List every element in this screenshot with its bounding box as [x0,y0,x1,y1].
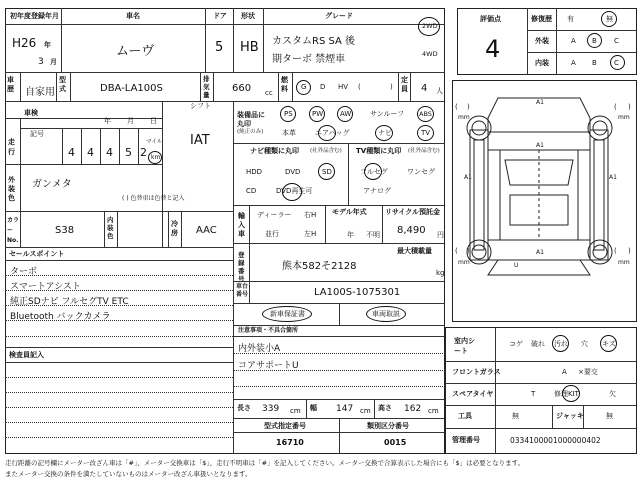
doors-value: 5 [215,40,224,55]
color-value: ガンメタ [32,179,72,190]
inspector-notes-label: 検査員記入 [9,351,44,359]
diag-bracket-tl-open: ( [455,103,458,111]
diag-mark-2: A1 [464,174,472,181]
exterior-label: 外装 [535,37,549,45]
tv-label: TV種類に丸印 [356,147,402,155]
footer-line-2: またメーター交換の条件を満たしていないものはメーター改ざん車扱いとなります。 [5,470,252,478]
diag-bracket-bl-close: ) [467,247,470,255]
doors-label: ドア [213,12,227,20]
diag-bracket-bl-open: ( [455,247,458,255]
notes-line-2: コアサポートU [238,361,299,371]
drive-4wd: 4WD [422,50,438,58]
diag-bracket-tr-close: ) [628,103,631,111]
type-designation-label: 型式指定番号 [264,422,306,430]
fuel-label: 燃料 [281,76,288,93]
mileage-digit-1: 4 [68,146,75,159]
sales-point-4: Bluetooth バックカメラ [10,312,111,322]
inspection-label: 車検 [24,109,38,117]
diag-bracket-br-open: ( [614,247,617,255]
recycle-label: リサイクル預託金 [385,208,441,216]
category-label: 車歴 [7,76,14,93]
reg-year-unit: 年 [44,41,51,49]
equipment-sub-label: (純正のみ) [237,129,264,135]
tools-value: 無 [512,412,519,420]
model-value: DBA-LA100S [100,83,163,94]
jack-value: 無 [606,412,613,420]
tv-oneseg: ワンセグ [407,168,435,176]
seat-scratch: キズ [602,340,616,348]
color-note: ( ) 色替車は色替と記入 [122,195,185,202]
equip-aw: AW [340,110,352,118]
max-load-label: 最大積載量 [397,247,432,255]
windshield-label: フロントガラス [452,368,501,376]
owner-manual: 車両取説 [372,310,400,318]
grade-label: グレード [325,12,353,20]
diag-bracket-tr-open: ( [614,103,617,111]
spare-missing: 欠 [609,390,616,398]
interior-a: A [571,59,576,67]
car-name-label: 車名 [126,12,140,20]
capacity-unit: 人 [436,87,443,95]
spare-label: スペアタイヤ [452,390,494,398]
width-unit: cm [360,407,371,415]
displacement-unit: cc [265,89,273,97]
capacity-value: 4 [421,83,428,94]
repair-label: 修復歴 [531,15,552,23]
equip-airbag: エアバッグ [315,129,350,137]
navi-hdd: HDD [246,168,263,176]
equip-pw: PW [312,110,324,118]
seat-stain: 汚れ [554,340,568,348]
inspection-day-unit: 日 [150,117,157,125]
equip-abs: ABS [419,110,432,118]
fuel-paren-close: ) [390,83,393,91]
width-label: 幅 [310,404,317,412]
recycle-unit: 円 [437,231,444,239]
model-label: 型式 [59,76,66,93]
color-no-value: S38 [55,225,75,236]
mileage-digit-5: 2 [140,146,147,159]
grade-line1: カスタムRS SA 後 [272,36,356,47]
navi-sub: (社外品含む) [310,148,342,154]
windshield-replace: ×要交 [578,368,598,376]
exterior-c: C [614,37,619,45]
mileage-digits-label: 記号 [30,130,44,138]
mileage-digit-4: 5 [125,146,132,159]
max-load-unit: kg [436,269,445,277]
seat-hole: 穴 [581,340,588,348]
navi-dvd: DVD [285,168,301,176]
chassis-value: LA100S-1075301 [314,287,401,298]
shape-value: HB [240,40,259,55]
sales-point-1: ターボ [10,267,38,277]
score-label: 評価点 [480,15,501,23]
spare-t: T [531,390,536,398]
grade-line2: 期ターボ 禁煙車 [272,54,346,65]
reg-month-unit: 月 [50,58,57,66]
model-year-label: モデル年式 [332,208,367,216]
import-label: 輸入車 [238,212,245,238]
chassis-label: 車台番号 [236,283,249,298]
navi-label: ナビ種類に丸印 [250,147,299,155]
spare-repair-kit: 修理KIT [554,390,579,398]
model-year-unknown: 不明 [366,231,380,239]
mileage-label: 走行 [8,138,15,156]
class-number-value: 0015 [384,438,407,447]
class-number-label: 類別区分番号 [367,422,409,430]
diag-mark-6: U [514,262,519,269]
length-value: 339 [262,404,280,414]
category-value: 自家用 [25,87,55,98]
interior-label: 内装 [535,59,549,67]
reg-year-label: 初年度登録年月 [10,12,59,20]
width-value: 147 [336,404,354,414]
notes-label: 注意事項・不具合箇所 [238,327,299,334]
sales-points-label: セールスポイント [9,250,65,258]
diag-bracket-br-close: ) [628,247,631,255]
height-unit: cm [428,407,439,415]
seat-tear: 破れ [531,340,545,348]
type-designation-value: 16710 [276,438,304,447]
navi-cd: CD [246,187,257,195]
equip-ps: PS [284,110,293,118]
navi-dvd-play: DVD再生可 [276,187,313,195]
management-value: 0334100001000000402 [510,436,601,445]
diag-mark-4: A1 [536,142,544,149]
seat-burn: コゲ [509,340,523,348]
drive-2wd: 2WD [422,22,438,30]
import-dealer: ディーラー [257,211,292,219]
import-left: 左H [304,230,317,238]
notes-line-1: 内外装小A [238,344,281,354]
tv-analog: アナログ [363,187,391,195]
fuel-g: G [301,83,307,91]
equip-tv: TV [421,129,431,137]
registration-value: 熊本582そ2128 [282,261,357,272]
displacement-label: 排気量 [203,75,210,99]
ac-value: AAC [196,225,217,236]
repair-yes: 有 [567,15,574,23]
shape-label: 形状 [241,12,255,20]
diag-mark-5: A1 [536,249,544,256]
mileage-unit-km: km [151,154,161,161]
fuel-hv: HV [338,83,349,91]
height-label: 高さ [378,404,392,412]
windshield-a: A [562,368,567,376]
diag-bracket-tl-close: ) [467,103,470,111]
model-year-unit: 年 [347,231,354,239]
diag-mark-3: A1 [609,174,617,181]
equip-leather: 本革 [282,129,296,137]
footer-line-1: 走行距離の記号欄にメーター改ざん車は「#」、メーター交換車は「$」、走行不明車は「#」を記入してください。メーター交換で合算表示した場合にも「$」は必要となります。 [5,459,525,467]
new-warranty: 新車保証書 [270,310,305,318]
import-parallel: 並行 [265,230,279,238]
diag-mm-bl: mm [458,259,470,266]
fuel-d: D [320,83,326,91]
mileage-digit-3: 4 [106,146,113,159]
shift-label: シフト [190,102,211,110]
equip-navi: ナビ [378,129,392,137]
diag-mark-1: A1 [536,99,544,106]
diag-mm-tl: mm [458,114,470,121]
color-label: 外装色 [8,176,15,202]
sales-point-3: 純正SDナビ フルセグTV ETC [10,297,129,307]
recycle-value: 8,490 [397,225,426,236]
sales-point-2: スマートアシスト [10,282,81,292]
management-label: 管理番号 [452,436,480,444]
height-value: 162 [404,404,422,414]
displacement-value: 660 [232,83,252,94]
equip-sunroof: サンルーフ [370,110,405,118]
tv-fullseg: フルセグ [360,168,388,176]
car-name-value: ムーヴ [116,44,155,59]
import-right: 右H [304,211,317,219]
jack-label: ジャッキ [556,412,584,420]
mileage-unit-mile: マイル [146,139,163,145]
reg-year-value: H26 [12,36,37,50]
length-unit: cm [290,407,301,415]
diag-mm-br: mm [618,259,630,266]
registration-label: 登録番号 [238,251,245,283]
inspection-year-unit: 年 [104,117,111,125]
score-value: 4 [485,35,501,63]
length-label: 長さ [237,404,251,412]
exterior-b: B [592,37,597,45]
equipment-label: 装備品に丸印 [237,111,265,128]
diag-mm-tr: mm [618,114,630,121]
ac-label: 冷房 [171,220,178,237]
interior-c: C [614,59,619,67]
repair-no: 無 [606,15,613,23]
interior-seat-label: 室内シート [454,337,475,355]
inspection-month-unit: 月 [127,117,134,125]
interior-b: B [592,59,597,67]
shift-value: IAT [190,133,210,148]
navi-sd: SD [322,168,332,176]
mileage-digit-2: 4 [87,146,94,159]
capacity-label: 定員 [401,76,408,93]
interior-color-label: 内装色 [107,216,114,240]
tools-label: 工具 [458,412,472,420]
reg-month-value: 3 [38,57,44,67]
fuel-paren-open: ( [358,83,361,91]
tv-sub: (社外品含む) [408,148,440,154]
exterior-a: A [571,37,576,45]
color-no-label: カラーNo. [7,217,20,244]
